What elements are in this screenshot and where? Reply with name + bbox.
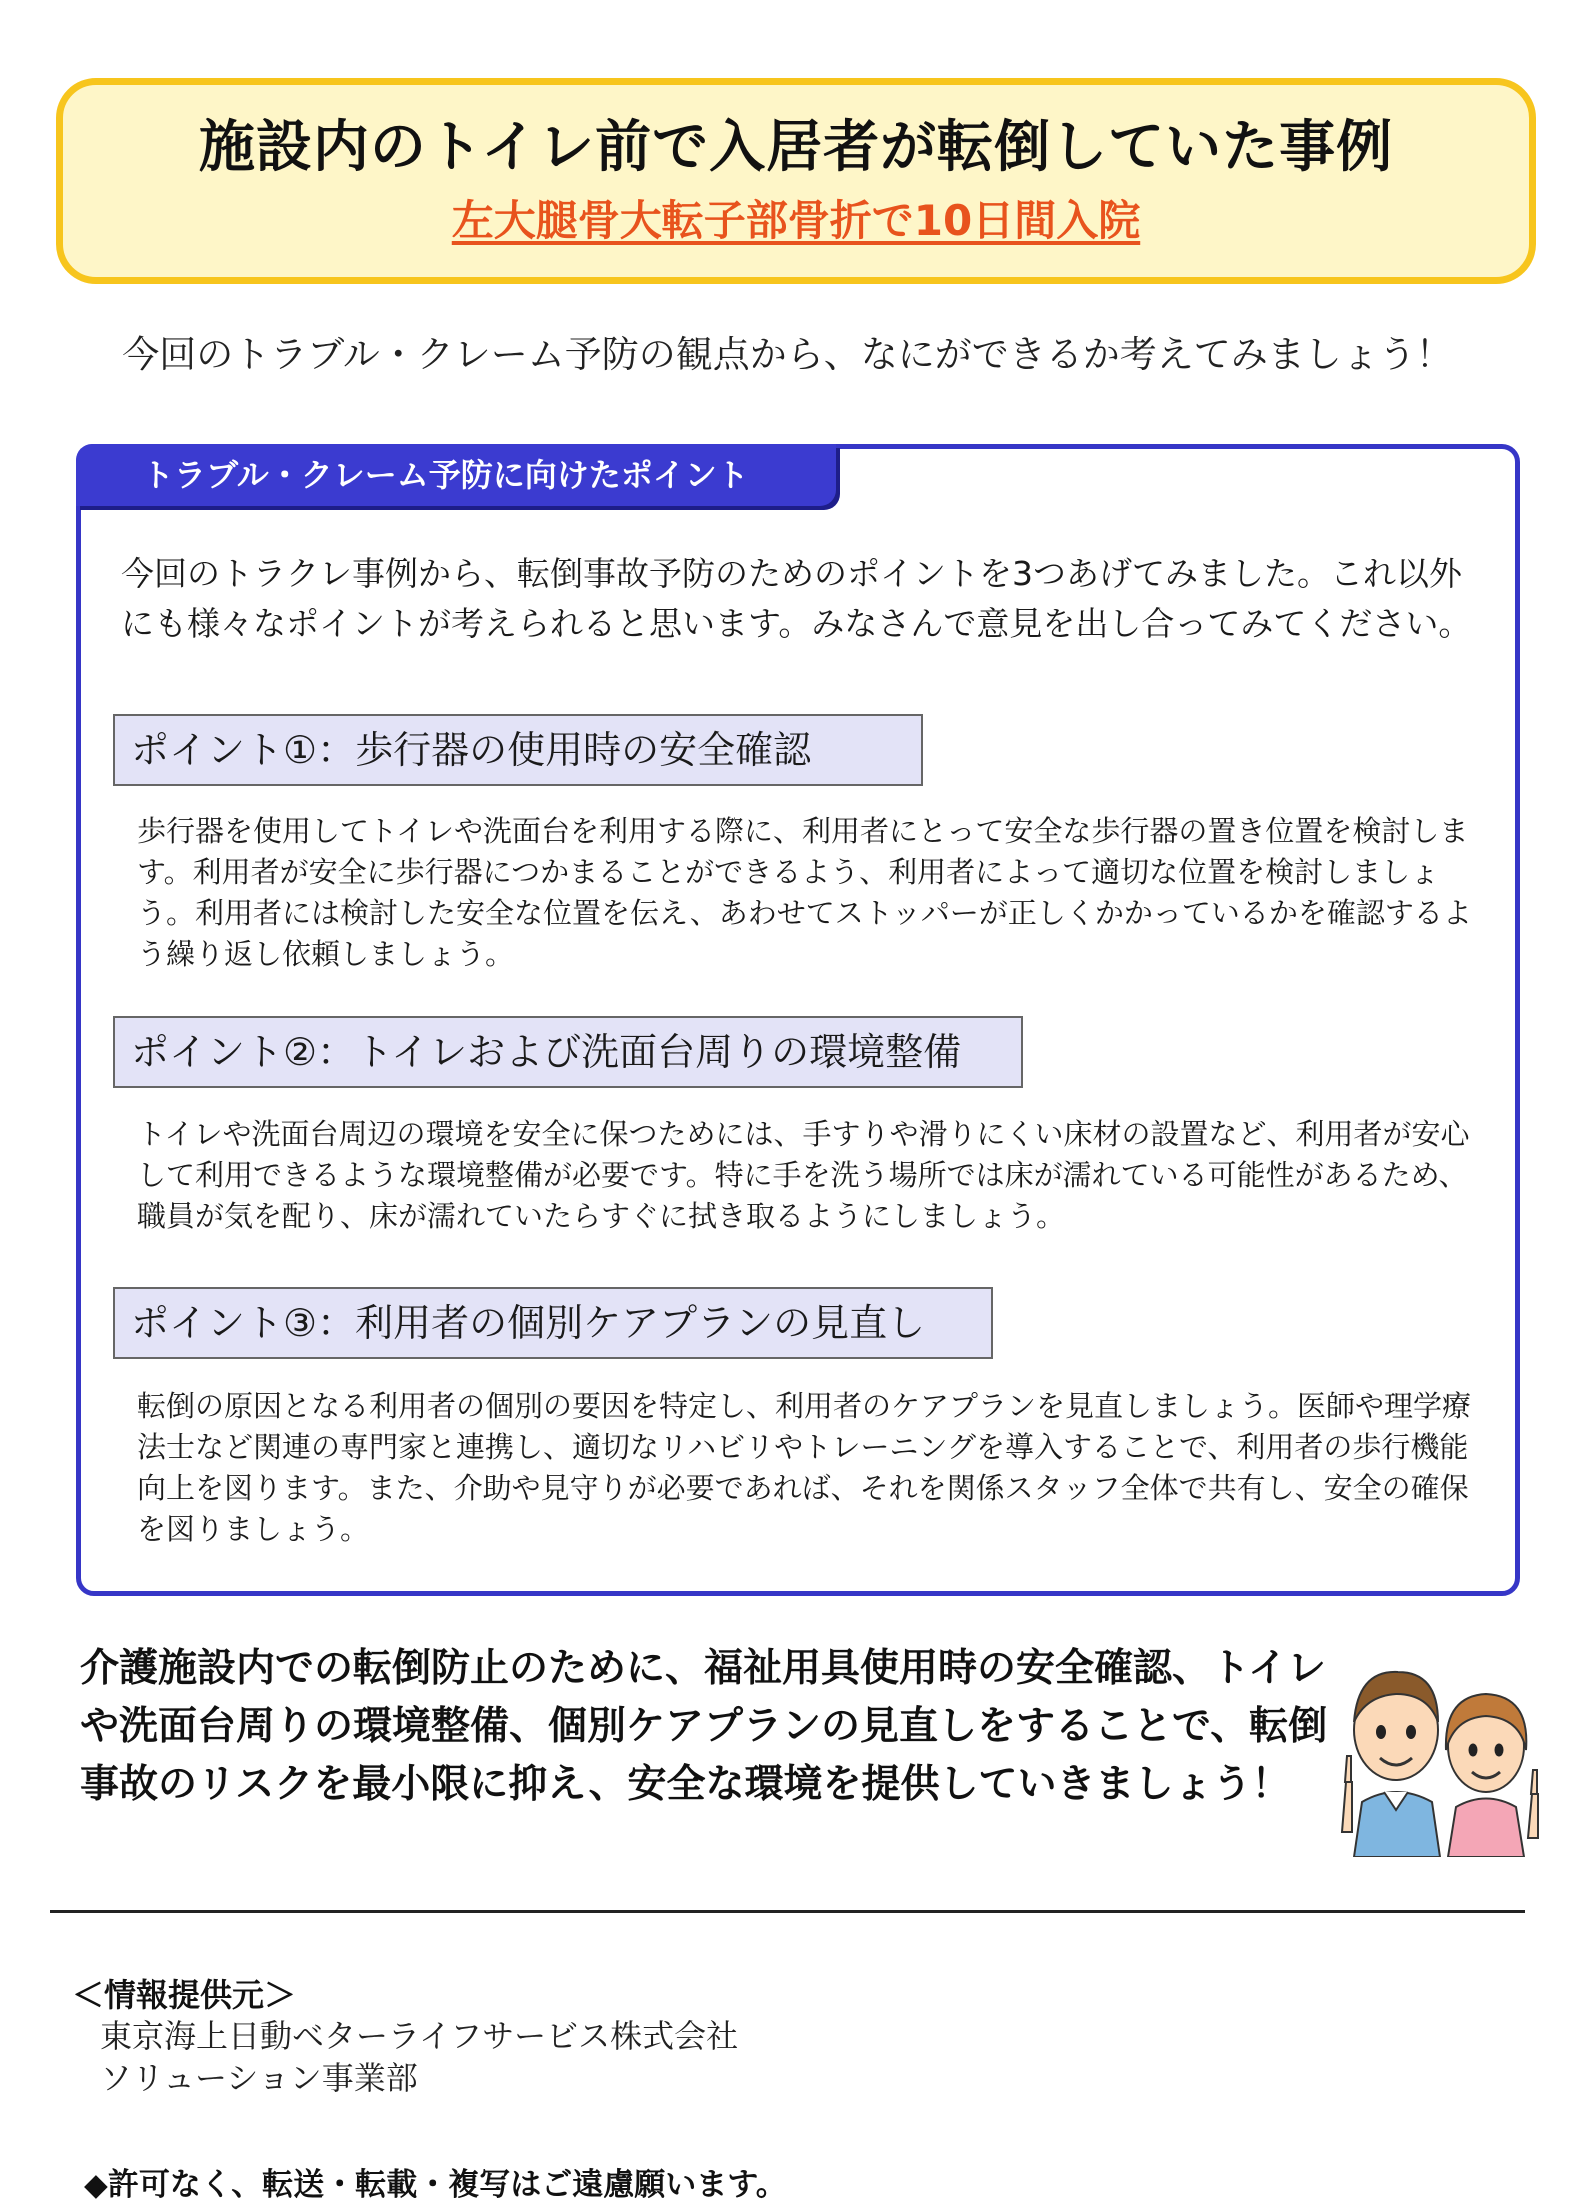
title-box xyxy=(56,78,1536,284)
page-subtitle: 左大腿骨大転子部骨折で10日間入院 xyxy=(451,196,1141,245)
intro-text: 今回のトラブル・クレーム予防の観点から、なにができるか考えてみましょう！ xyxy=(122,333,1453,376)
female-caregiver-figure xyxy=(1446,1694,1538,1857)
copy-notice: ◆許可なく、転送・転載・複写はご遠慮願います。 xyxy=(84,2167,787,2203)
point-3-label: ポイント③：利用者の個別ケアプランの見直し xyxy=(113,1287,993,1359)
page-title: 施設内のトイレ前で入居者が転倒していた事例 xyxy=(198,115,1394,180)
point-3-body: 転倒の原因となる利用者の個別の要因を特定し、利用者のケアプランを見直しましょう。医師や理学療法士など関連の専門家と連携し、適切なリハビリやトレーニングを導入することで、利用者の歩行機能向上を図ります。また、介助や見守りが必要であれば、それを関係スタッフ全体で共有し、安全の確保を図りましょう。 xyxy=(137,1389,1472,1546)
points-section-tab: トラブル・クレーム予防に向けたポイント xyxy=(76,444,836,506)
points-section xyxy=(76,444,1520,1596)
point-2-label: ポイント②：トイレおよび洗面台周りの環境整備 xyxy=(113,1016,1023,1088)
footer-divider xyxy=(50,1910,1525,1913)
source-company: 東京海上日動ベターライフサービス株式会社 xyxy=(100,2017,739,2055)
caregivers-illustration xyxy=(1336,1632,1546,1857)
summary-text: 介護施設内での転倒防止のために、福祉用具使用時の安全確認、トイレや洗面台周りの環境整備、個別ケアプランの見直しをすることで、転倒事故のリスクを最小限に抑え、安全な環境を提供していきましょう！ xyxy=(80,1646,1328,1807)
male-caregiver-figure xyxy=(1342,1672,1440,1857)
point-1-label: ポイント①：歩行器の使用時の安全確認 xyxy=(113,714,923,786)
point-2-body: トイレや洗面台周辺の環境を安全に保つためには、手すりや滑りにくい床材の設置など、利用者が安心して利用できるような環境整備が必要です。特に手を洗う場所では床が濡れている可能性があるため、職員が気を配り、床が濡れていたらすぐに拭き取るようにしましょう。 xyxy=(137,1117,1470,1233)
source-department: ソリューション事業部 xyxy=(100,2059,418,2097)
points-lead-text: 今回のトラクレ事例から、転倒事故予防のためのポイントを3つあげてみました。これ以外にも様々なポイントが考えられると思います。みなさんで意見を出し合ってみてください。 xyxy=(121,554,1472,643)
point-1-body: 歩行器を使用してトイレや洗面台を利用する際に、利用者にとって安全な歩行器の置き位置を検討します。利用者が安全に歩行器につかまることができるよう、利用者によって適切な位置を検討しましょう。利用者には検討した安全な位置を伝え、あわせてストッパーが正しくかかっているかを確認するよう繰り返し依頼しましょう。 xyxy=(137,814,1472,971)
source-title: ＜情報提供元＞ xyxy=(72,1976,297,2014)
